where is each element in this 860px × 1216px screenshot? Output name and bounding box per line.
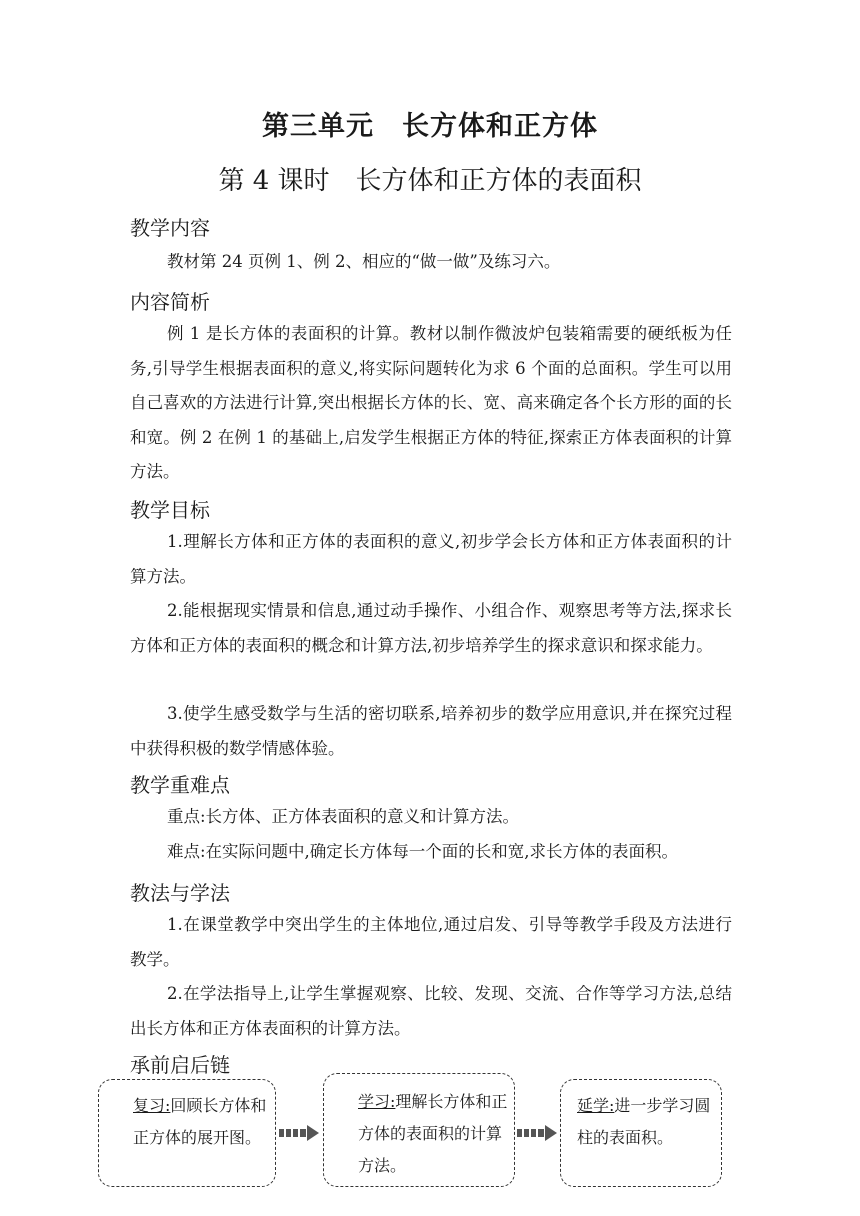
heading-content-analysis: 内容简析 — [130, 290, 210, 314]
study-text: 理解长方体和正方体的表面积的计算方法。 — [358, 1092, 508, 1175]
study-box — [323, 1073, 515, 1187]
heading-teaching-content: 教学内容 — [130, 216, 210, 240]
heading-chain: 承前启后链 — [130, 1053, 230, 1077]
method-item-2: 2.在学法指导上,让学生掌握观察、比较、发现、交流、合作等学习方法,总结出长方体和正方体表面积的计算方法。 — [130, 984, 732, 1038]
heading-key-points: 教学重难点 — [130, 773, 230, 797]
heading-objectives: 教学目标 — [130, 498, 210, 522]
key-point-focus: 重点:长方体、正方体表面积的意义和计算方法。 — [167, 807, 520, 826]
study-label: 学习: — [358, 1092, 396, 1111]
lesson-title: 第 4 课时 长方体和正方体的表面积 — [218, 166, 642, 196]
content-analysis-text: 例 1 是长方体的表面积的计算。教材以制作微波炉包装箱需要的硬纸板为任务,引导学生根据表面积的意义,将实际问题转化为求 6 个面的总面积。学生可以用自己喜欢的方法进行计算,突出根据长方体的长、宽、高来确定各个长方形的面的长和宽。例 2 在例 1 的基础上,启发学生根据正方体的特征,探索正方体表面积的计算方法。 — [130, 324, 732, 481]
extend-label: 延学: — [577, 1096, 615, 1115]
heading-methods: 教法与学法 — [130, 881, 230, 905]
extend-box — [560, 1079, 722, 1187]
striped-right-arrow-icon — [516, 1125, 558, 1141]
key-point-difficulty: 难点:在实际问题中,确定长方体每一个面的长和宽,求长方体的表面积。 — [167, 842, 679, 861]
extend-text: 进一步学习圆柱的表面积。 — [577, 1096, 711, 1147]
review-box — [98, 1079, 276, 1187]
objective-item-2: 2.能根据现实情景和信息,通过动手操作、小组合作、观察思考等方法,探求长方体和正方体的表面积的概念和计算方法,初步培养学生的探求意识和探求能力。 — [130, 601, 732, 655]
method-item-1: 1.在课堂教学中突出学生的主体地位,通过启发、引导等教学手段及方法进行教学。 — [130, 915, 732, 969]
learning-chain-flow — [98, 1079, 728, 1189]
review-label: 复习: — [133, 1096, 171, 1115]
striped-right-arrow-icon — [278, 1125, 320, 1141]
teaching-content-text: 教材第 24 页例 1、例 2、相应的“做一做”及练习六。 — [167, 252, 561, 271]
objective-item-3: 3.使学生感受数学与生活的密切联系,培养初步的数学应用意识,并在探究过程中获得积极的数学情感体验。 — [130, 704, 732, 758]
unit-title: 第三单元 长方体和正方体 — [262, 111, 598, 142]
review-text: 回顾长方体和正方体的展开图。 — [133, 1096, 267, 1147]
objective-item-1: 1.理解长方体和正方体的表面积的意义,初步学会长方体和正方体表面积的计算方法。 — [130, 532, 732, 586]
